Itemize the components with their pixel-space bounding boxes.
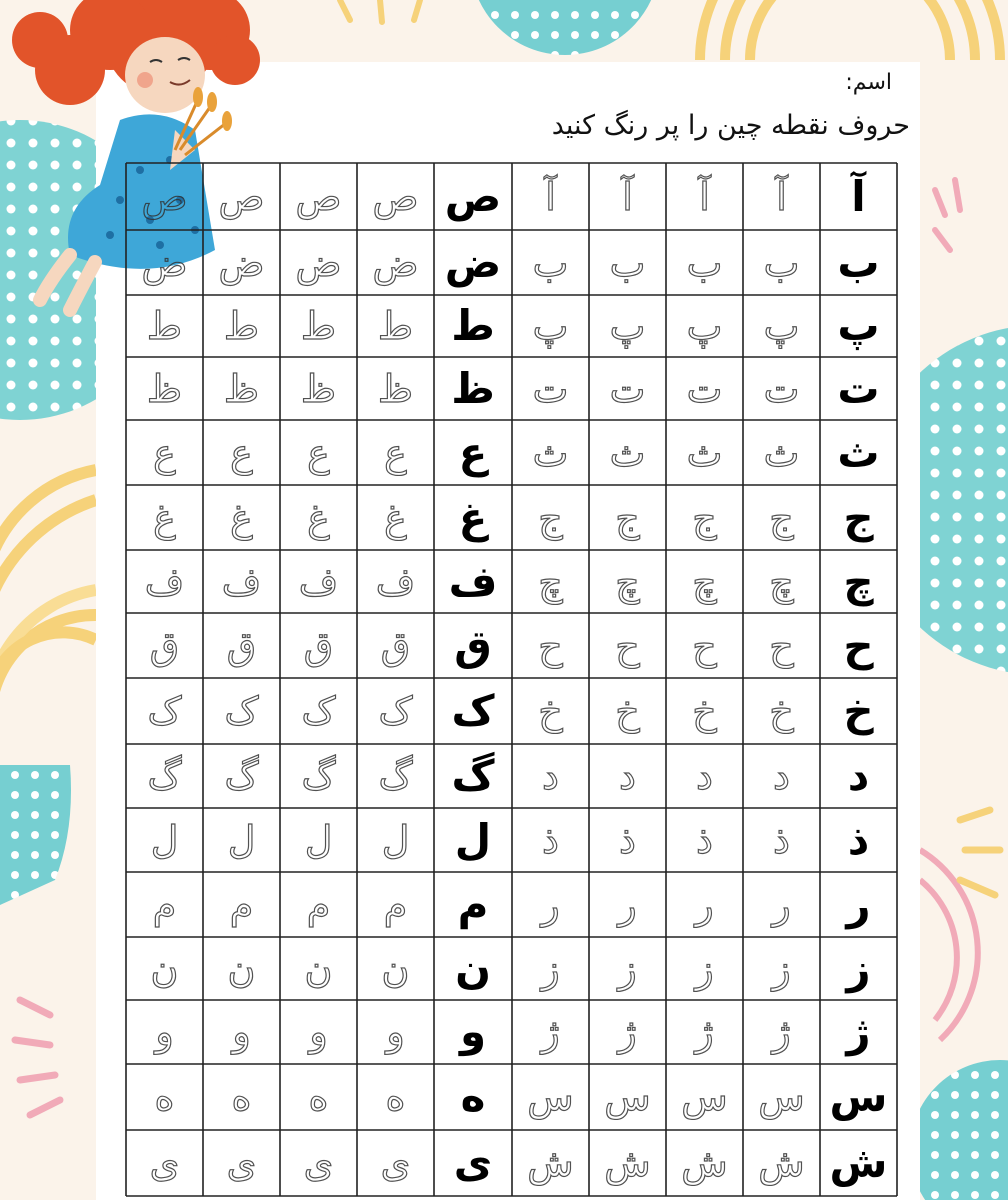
trace-letter: ژ	[695, 1010, 714, 1054]
trace-letter: غ	[384, 495, 407, 540]
trace-letter: گ	[301, 754, 336, 798]
model-letter: ه	[460, 1072, 486, 1121]
trace-letter: خ	[692, 689, 717, 733]
trace-letter: ذ	[619, 818, 636, 862]
trace-letter: ه	[231, 1075, 252, 1119]
trace-letter: و	[232, 1010, 251, 1054]
trace-letter: س	[604, 1075, 651, 1119]
trace-letter: ه	[385, 1075, 406, 1119]
trace-letter: ک	[147, 689, 182, 733]
model-letter: ف	[448, 556, 498, 606]
model-letter: گ	[451, 751, 495, 800]
trace-letter: ض	[372, 240, 419, 285]
trace-letter: ت	[763, 366, 800, 411]
trace-letter: خ	[769, 689, 794, 733]
model-letter: ظ	[451, 363, 495, 413]
rainbow-arcs-top	[700, 0, 1000, 60]
trace-letter: پ	[609, 304, 646, 348]
trace-letter: ر	[618, 882, 637, 927]
trace-letter: ژ	[618, 1010, 637, 1054]
trace-letter: د	[542, 754, 559, 798]
trace-letter: ض	[141, 240, 188, 285]
trace-letter: و	[155, 1010, 174, 1054]
trace-letter: ث	[763, 430, 800, 475]
model-letter: ط	[451, 301, 495, 350]
trace-letter: ض	[295, 240, 342, 285]
model-letter: ر	[846, 879, 871, 929]
model-letter: ث	[837, 427, 880, 477]
trace-letter: گ	[378, 754, 413, 798]
sunburst-right	[960, 810, 1000, 895]
model-letter: ج	[843, 492, 874, 542]
instruction-title: حروف نقطه چین را پر رنگ کنید	[551, 110, 910, 141]
trace-letter: ب	[686, 240, 723, 285]
trace-letter: ن	[150, 946, 179, 991]
model-letter: پ	[837, 301, 880, 350]
trace-letter: س	[681, 1075, 728, 1119]
model-letter: ژ	[846, 1007, 871, 1056]
trace-letter: ر	[772, 882, 791, 927]
trace-letter: ح	[692, 623, 717, 668]
model-letter: ض	[444, 237, 502, 287]
trace-letter: ش	[758, 1141, 805, 1185]
trace-letter: خ	[615, 689, 640, 733]
trace-letter: ج	[692, 495, 717, 540]
trace-letter: ط	[377, 304, 414, 348]
pink-arcs-right	[920, 850, 978, 1040]
trace-letter: ز	[695, 946, 714, 991]
trace-letter: ص	[295, 174, 342, 219]
trace-letter: د	[696, 754, 713, 798]
trace-letter: آ	[622, 174, 633, 219]
trace-letter: ط	[223, 304, 260, 348]
trace-letter: ف	[144, 559, 185, 604]
trace-letter: ظ	[377, 366, 414, 411]
polka-dot-shape-left	[0, 765, 71, 905]
trace-letter: ن	[304, 946, 333, 991]
trace-letter: ع	[230, 430, 253, 475]
trace-letter: ز	[772, 946, 791, 991]
trace-letter: ل	[304, 818, 333, 862]
pink-rays-right	[935, 180, 960, 250]
trace-letter: د	[619, 754, 636, 798]
trace-letter: آ	[699, 174, 710, 219]
trace-letter: ج	[615, 495, 640, 540]
trace-letter: ر	[541, 882, 560, 927]
trace-letter: ث	[532, 430, 569, 475]
trace-letter: ث	[686, 430, 723, 475]
trace-letter: ذ	[773, 818, 790, 862]
trace-letter: ح	[769, 623, 794, 668]
trace-letter: ل	[150, 818, 179, 862]
trace-letter: غ	[307, 495, 330, 540]
model-letter: ل	[454, 815, 492, 864]
trace-letter: ط	[146, 304, 183, 348]
trace-letter: ح	[615, 623, 640, 668]
trace-letter: پ	[763, 304, 800, 348]
trace-letter: چ	[769, 559, 794, 604]
trace-letter: ن	[381, 946, 410, 991]
trace-letter: م	[306, 882, 331, 927]
pink-rays-left	[15, 1000, 60, 1115]
trace-letter: ن	[227, 946, 256, 991]
trace-letter: ی	[380, 1141, 411, 1185]
sunburst-top	[340, 0, 420, 22]
trace-letter: غ	[230, 495, 253, 540]
trace-letter: ض	[218, 240, 265, 285]
trace-letter: ج	[538, 495, 563, 540]
trace-letter: ی	[226, 1141, 257, 1185]
model-letter: ب	[837, 237, 880, 287]
trace-letter: و	[309, 1010, 328, 1054]
trace-letter: گ	[224, 754, 259, 798]
trace-letter: ل	[381, 818, 410, 862]
trace-letter: ز	[618, 946, 637, 991]
trace-letter: گ	[147, 754, 182, 798]
trace-letter: ق	[226, 623, 257, 668]
trace-letter: چ	[538, 559, 563, 604]
trace-letter: ت	[686, 366, 723, 411]
rainbow-arcs-left	[0, 590, 96, 745]
trace-letter: ص	[372, 174, 419, 219]
trace-letter: ظ	[223, 366, 260, 411]
trace-letter: ص	[141, 174, 188, 219]
trace-letter: پ	[686, 304, 723, 348]
trace-letter: ظ	[146, 366, 183, 411]
trace-letter: آ	[776, 174, 787, 219]
trace-letter: ی	[149, 1141, 180, 1185]
trace-letter: خ	[538, 689, 563, 733]
trace-letter: م	[229, 882, 254, 927]
model-letter: ن	[455, 943, 491, 993]
trace-letter: ش	[527, 1141, 574, 1185]
model-letter: ی	[453, 1138, 493, 1187]
model-letter: ت	[837, 363, 880, 413]
model-letter: ص	[444, 171, 502, 221]
trace-letter: ب	[532, 240, 569, 285]
trace-letter: د	[773, 754, 790, 798]
model-letter: و	[459, 1007, 487, 1056]
trace-letter: ح	[538, 623, 563, 668]
trace-letter: ه	[154, 1075, 175, 1119]
trace-letter: ژ	[541, 1010, 560, 1054]
model-letter: ق	[454, 620, 492, 670]
trace-letter: س	[527, 1075, 574, 1119]
trace-letter: چ	[692, 559, 717, 604]
trace-letter: ث	[609, 430, 646, 475]
trace-letter: ع	[307, 430, 330, 475]
trace-letter: و	[386, 1010, 405, 1054]
model-letter: ش	[829, 1138, 888, 1187]
trace-letter: ف	[375, 559, 416, 604]
trace-letter: ش	[681, 1141, 728, 1185]
trace-letter: ج	[769, 495, 794, 540]
model-letter: آ	[851, 171, 866, 221]
model-letter: ز	[846, 943, 871, 993]
trace-letter: ژ	[772, 1010, 791, 1054]
trace-letter: پ	[532, 304, 569, 348]
trace-letter: ه	[308, 1075, 329, 1119]
trace-letter: ر	[695, 882, 714, 927]
model-letter: خ	[843, 686, 874, 735]
model-letter: ذ	[847, 815, 870, 864]
trace-letter: ز	[541, 946, 560, 991]
model-letter: چ	[843, 556, 874, 606]
trace-letter: ط	[300, 304, 337, 348]
trace-letter: ب	[763, 240, 800, 285]
trace-letter: ص	[218, 174, 265, 219]
trace-letter: ف	[298, 559, 339, 604]
model-letter: ک	[451, 686, 495, 735]
trace-letter: ب	[609, 240, 646, 285]
trace-letter: ت	[609, 366, 646, 411]
model-letter: ح	[843, 620, 874, 670]
trace-letter: م	[152, 882, 177, 927]
trace-letter: ت	[532, 366, 569, 411]
trace-letter: ک	[301, 689, 336, 733]
trace-letter: ق	[149, 623, 180, 668]
model-letter: س	[829, 1072, 888, 1121]
trace-letter: ی	[303, 1141, 334, 1185]
trace-letter: ک	[224, 689, 259, 733]
model-letter: د	[847, 751, 870, 800]
trace-letter: ش	[604, 1141, 651, 1185]
trace-letter: آ	[545, 174, 556, 219]
model-letter: ع	[458, 427, 488, 477]
trace-letter: ظ	[300, 366, 337, 411]
trace-letter: س	[758, 1075, 805, 1119]
polka-dot-circle-bottom-right	[910, 1060, 1008, 1200]
trace-letter: ذ	[696, 818, 713, 862]
trace-letter: ع	[153, 430, 176, 475]
rainbow-arcs-left-lower	[0, 470, 96, 600]
trace-letter: ق	[380, 623, 411, 668]
polka-dot-circle-top	[470, 0, 660, 55]
trace-letter: ذ	[542, 818, 559, 862]
trace-letter: چ	[615, 559, 640, 604]
trace-letter: ل	[227, 818, 256, 862]
trace-letter: ف	[221, 559, 262, 604]
trace-letter: غ	[153, 495, 176, 540]
trace-letter: م	[383, 882, 408, 927]
trace-letter: ک	[378, 689, 413, 733]
trace-letter: ع	[384, 430, 407, 475]
model-letter: م	[457, 879, 489, 929]
model-letter: غ	[458, 492, 488, 542]
trace-letter: ق	[303, 623, 334, 668]
name-label: اسم:	[845, 70, 892, 95]
